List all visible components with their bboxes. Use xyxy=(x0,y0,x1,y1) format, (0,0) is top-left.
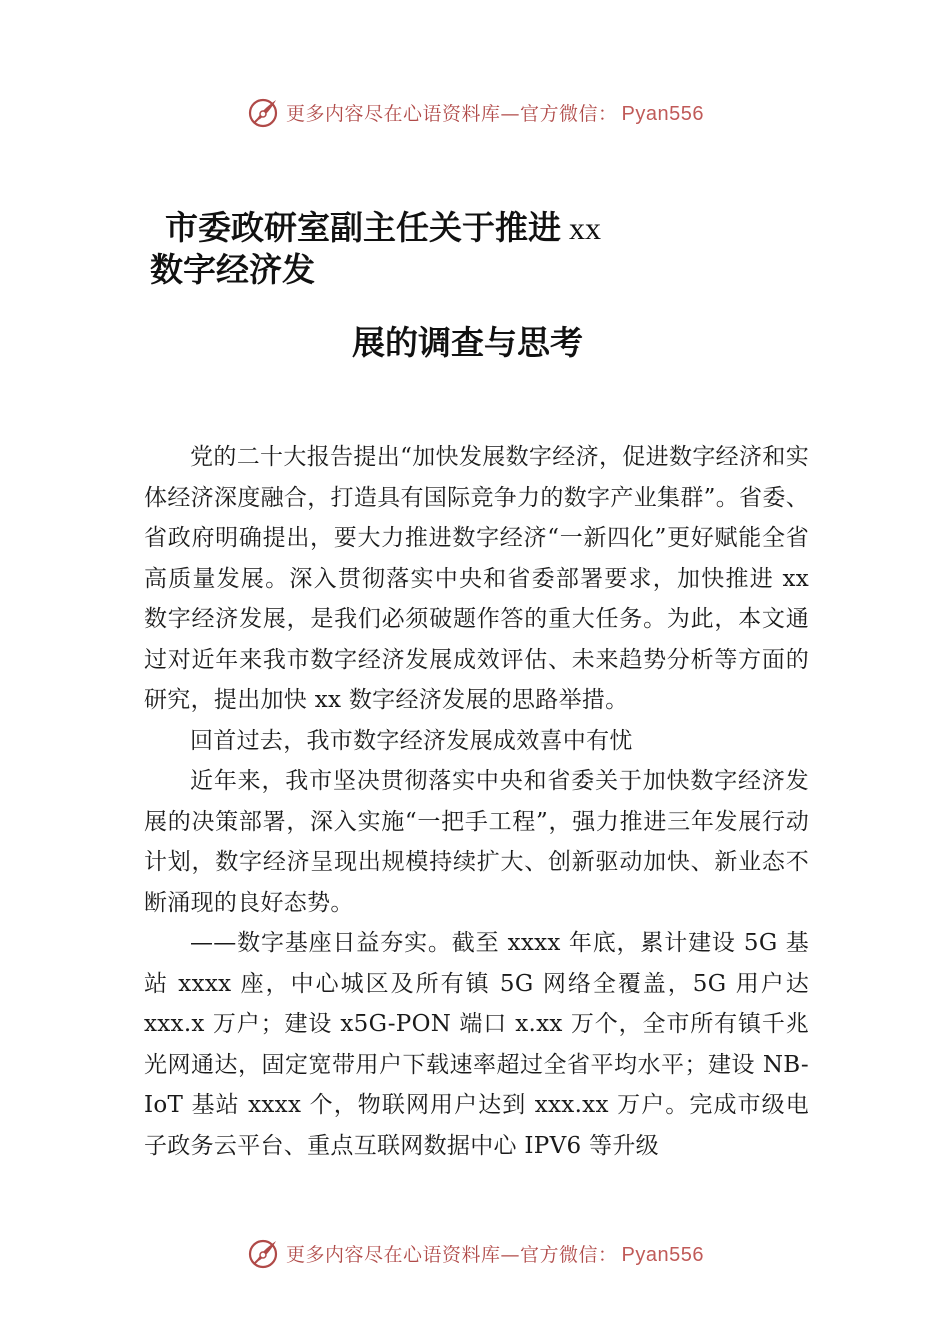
wechat-id: Pyan556 xyxy=(621,102,704,125)
title-line-2: 数字经济发 xyxy=(150,250,315,289)
footer-banner-text xyxy=(286,1240,704,1267)
header-banner-content xyxy=(246,95,704,129)
title-line-3: 展的调查与思考 xyxy=(352,323,583,362)
paragraph-1: 党的二十大报告提出“加快发展数字经济，促进数字经济和实体经济深度融合，打造具有国际竞争力的数字产业集群”。省委、省政府明确提出，要大力推进数字经济“一新四化”更好赋能全省高质量发展。深入贯彻落实中央和省委部署要求，加快推进 xx 数字经济发展，是我们必须破题作答的重大任务。为此，本文通过对近年来我市数字经济发展成效评估、未来趋势分析等方面的研究，提出加快 xx 数字经济发展的思路举措。 xyxy=(144,444,809,713)
quill-logo-icon xyxy=(246,1236,280,1270)
title-line-1-xx: xx xyxy=(561,210,601,246)
footer-banner-content xyxy=(246,1236,704,1270)
document-body xyxy=(144,437,809,1166)
paragraph-2: 近年来，我市坚决贯彻落实中央和省委关于加快数字经济发展的决策部署，深入实施“一把手工程”，强力推进三年发展行动计划，数字经济呈现出规模持续扩大、创新驱动加快、新业态不断涌现的良好态势。 xyxy=(144,768,809,916)
title-line-1 xyxy=(165,208,601,248)
header-banner xyxy=(0,92,950,132)
paragraph-3: ——数字基座日益夯实。截至 xxxx 年底，累计建设 5G 基站 xxxx 座，中心城区及所有镇 5G 网络全覆盖，5G 用户达 xxx.x 万户；建设 x5G-PON 端口 x.xx 万个，全市所有镇千兆光网通达，固定宽带用户下载速率超过全省平均水平；建设 NB-IoT 基站 xxxx 个，物联网用户达到 xxx.xx 万户。完成市级电子政务云平台、重点互联网数据中心 IPV6 等升级 xyxy=(144,930,809,1159)
banner-label: 更多内容尽在心语资料库—官方微信： xyxy=(286,102,618,125)
wechat-id: Pyan556 xyxy=(621,1243,704,1266)
header-banner-text xyxy=(286,99,704,126)
section-heading: 回首过去，我市数字经济发展成效喜中有忧 xyxy=(190,727,633,754)
footer-banner xyxy=(0,1233,950,1273)
title-line-1-text: 市委政研室副主任关于推进 xyxy=(165,208,561,247)
quill-logo-icon xyxy=(246,95,280,129)
banner-label: 更多内容尽在心语资料库—官方微信： xyxy=(286,1243,618,1266)
